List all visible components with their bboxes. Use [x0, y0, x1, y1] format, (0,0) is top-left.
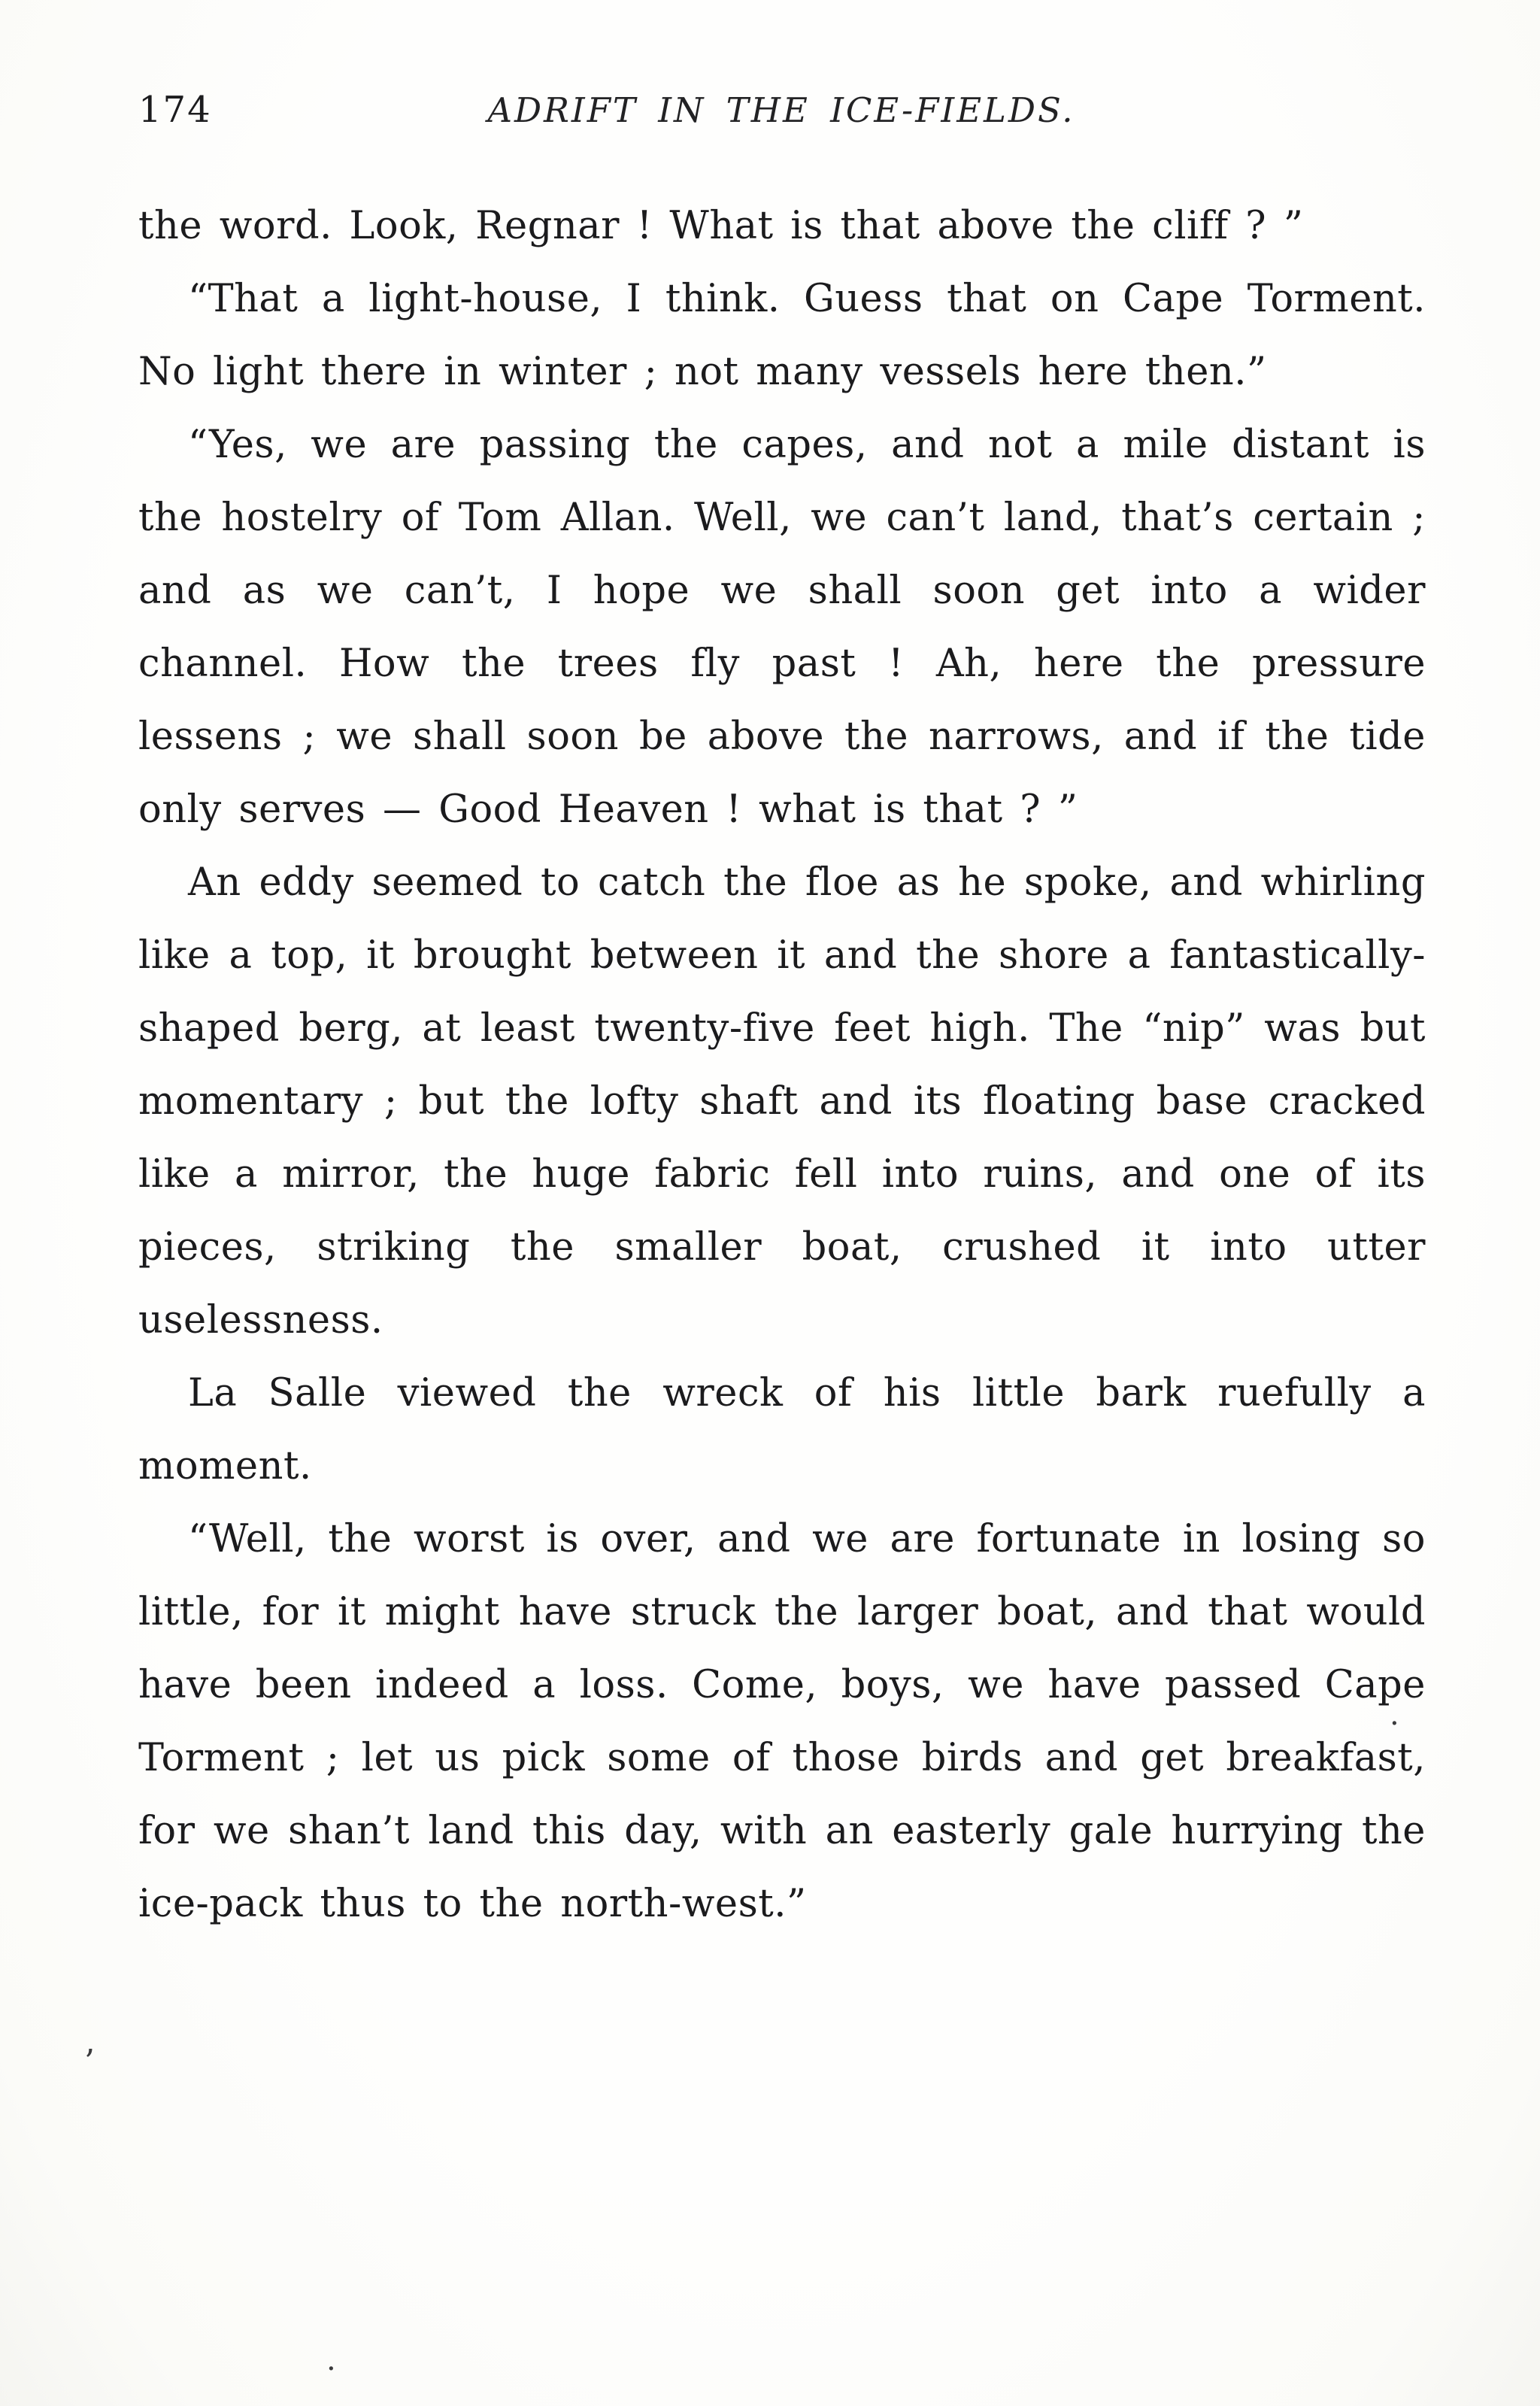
- paragraph: La Salle viewed the wreck of his little bark ruefully a moment.: [138, 1371, 1426, 1488]
- running-head: ADRIFT IN THE ICE-FIELDS.: [487, 90, 1075, 130]
- paragraph: the word. Look, Regnar ! What is that above the cliff ? ”: [138, 204, 1304, 248]
- body-text: [138, 190, 1426, 1940]
- paragraph: An eddy seemed to catch the floe as he spoke, and whirling like a top, it brought between it and the shore a fantastically-shaped berg, at least twenty-five feet high. The “nip” was but momentary ; but the lofty shaft and its floating base cracked like a mirror, the huge fabric fell into ruins, and one of its pieces, striking the smaller boat, crushed it into utter uselessness.: [138, 860, 1426, 1343]
- scan-artifact-dot-right: .: [1390, 1698, 1399, 1732]
- paragraph: “Well, the worst is over, and we are fortunate in losing so little, for it might have struck the larger boat, and that would have been indeed a loss. Come, boys, we have passed Cape Torment ; let us pick some of those birds and get breakfast, for we shan’t land this day, with an easterly gale hurrying the ice-pack thus to the north-west.”: [138, 1517, 1426, 1926]
- page-number: 174: [138, 89, 212, 131]
- paragraph: “Yes, we are passing the capes, and not a mile distant is the hostelry of Tom Allan. Well, we can’t land, that’s certain ; and as we can’t, I hope we shall soon get into a wider channel. How the trees fly past ! Ah, here the pressure lessens ; we shall soon be above the narrows, and if the tide only serves — Good Heaven ! what is that ? ”: [138, 423, 1426, 832]
- scan-artifact-apostrophe: ’: [84, 2043, 95, 2081]
- page-header: [138, 89, 1424, 141]
- paragraph: “That a light-house, I think. Guess that on Cape Torment. No light there in winter ; not many vessels here then.”: [138, 277, 1426, 394]
- scan-artifact-dot-bottom: .: [326, 2343, 336, 2377]
